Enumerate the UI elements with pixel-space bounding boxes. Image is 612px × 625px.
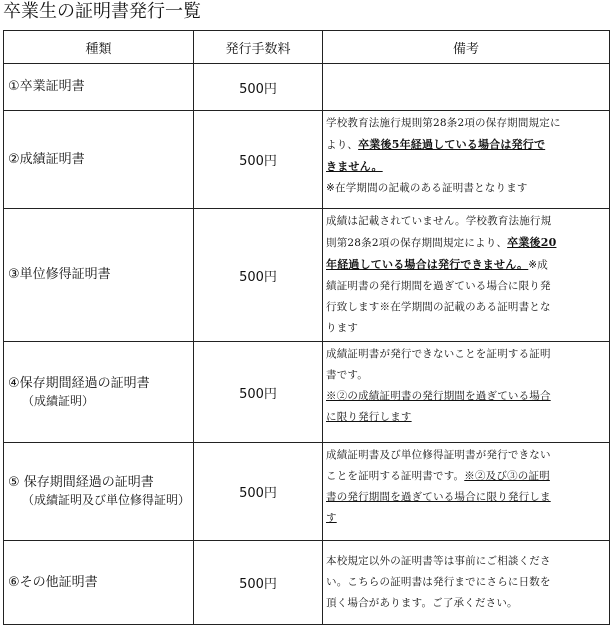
note-emphasis: 卒業後5年経過している場合は発行で [358, 138, 546, 151]
certificate-name: ④保存期間経過の証明書 [8, 375, 150, 391]
fee-cell: 500円 [194, 111, 323, 209]
header-notes: 備考 [323, 31, 610, 64]
certificate-name-cell [4, 541, 194, 625]
note-underlined: ※②の成績証明書の発行期間を過ぎている場合 [326, 390, 551, 402]
table-row [4, 342, 610, 443]
notes-cell [323, 443, 610, 541]
table-row [4, 64, 610, 111]
note-emphasis: 卒業後20 [507, 236, 557, 249]
notes-cell [323, 64, 610, 111]
note-text: 学校教育法施行規則第28条2項の保存期間規定に [326, 117, 561, 129]
certificate-name: ③単位修得証明書 [8, 267, 111, 282]
note-text: 書です。 [326, 369, 368, 381]
header-fee: 発行手数料 [194, 31, 323, 64]
header-type: 種類 [4, 31, 194, 64]
note-emphasis: 年経過している場合は発行できません。 [326, 258, 529, 271]
certificate-name: ⑥その他証明書 [8, 574, 98, 590]
note-underlined: に限り発行します [326, 411, 412, 423]
table-row [4, 209, 610, 342]
note-text: 則第28条2項の保存期間規定により、 [326, 237, 508, 249]
note-text: 成績証明書及び単位修得証明書が発行できない [326, 449, 551, 461]
note-text: ※在学期間の記載のある証明書となります [326, 182, 528, 194]
note-underlined: す [326, 512, 337, 524]
notes-cell [323, 209, 610, 342]
certificate-name-cell [4, 64, 194, 111]
certificate-subname: （成績証明） [22, 393, 95, 408]
certificate-subname: （成績証明及び単位修得証明） [22, 493, 191, 507]
table-row [4, 541, 610, 625]
note-text: ります [326, 322, 359, 334]
notes-cell [323, 111, 610, 209]
note-text: い。こちらの証明書は発行までにさらに日数を [326, 576, 551, 588]
certificate-name: ⑤ 保存期間経過の証明書 [8, 475, 154, 490]
fee-cell: 500円 [194, 541, 323, 625]
note-text: 績証明書の発行期間を過ぎている場合に限り発 [326, 280, 551, 292]
note-underlined: 書の発行期間を過ぎている場合に限り発行しま [326, 491, 551, 503]
certificate-table [3, 30, 610, 625]
fee-cell: 500円 [194, 209, 323, 342]
note-text: 成績証明書が発行できないことを証明する証明 [326, 348, 551, 360]
notes-cell [323, 342, 610, 443]
certificate-name: ①卒業証明書 [8, 79, 85, 94]
certificate-name-cell [4, 209, 194, 342]
table-row [4, 111, 610, 209]
certificate-name: ②成績証明書 [8, 151, 85, 167]
note-text: 頂く場合があります。ご了承ください。 [326, 597, 518, 609]
note-text: より、 [326, 139, 359, 151]
certificate-name-cell [4, 443, 194, 541]
fee-cell: 500円 [194, 64, 323, 111]
certificate-name-cell [4, 111, 194, 209]
note-underlined: ※②及び③の証明 [464, 470, 550, 482]
table-header-row [4, 31, 610, 64]
page-title: 卒業生の証明書発行一覧 [3, 1, 201, 22]
certificate-name-cell [4, 342, 194, 443]
note-text: ことを証明する証明書です。 [326, 470, 465, 482]
note-text: 成績は記載されていません。学校教育法施行規 [326, 215, 552, 227]
notes-cell [323, 541, 610, 625]
note-emphasis: きません。 [326, 160, 383, 173]
note-text: 本校規定以外の証明書等は事前にご相談くださ [326, 555, 551, 567]
fee-cell: 500円 [194, 342, 323, 443]
note-text: 行致します※在学期間の記載のある証明書とな [326, 301, 551, 313]
fee-cell: 500円 [194, 443, 323, 541]
table-row [4, 443, 610, 541]
note-text: ※成 [528, 259, 548, 271]
